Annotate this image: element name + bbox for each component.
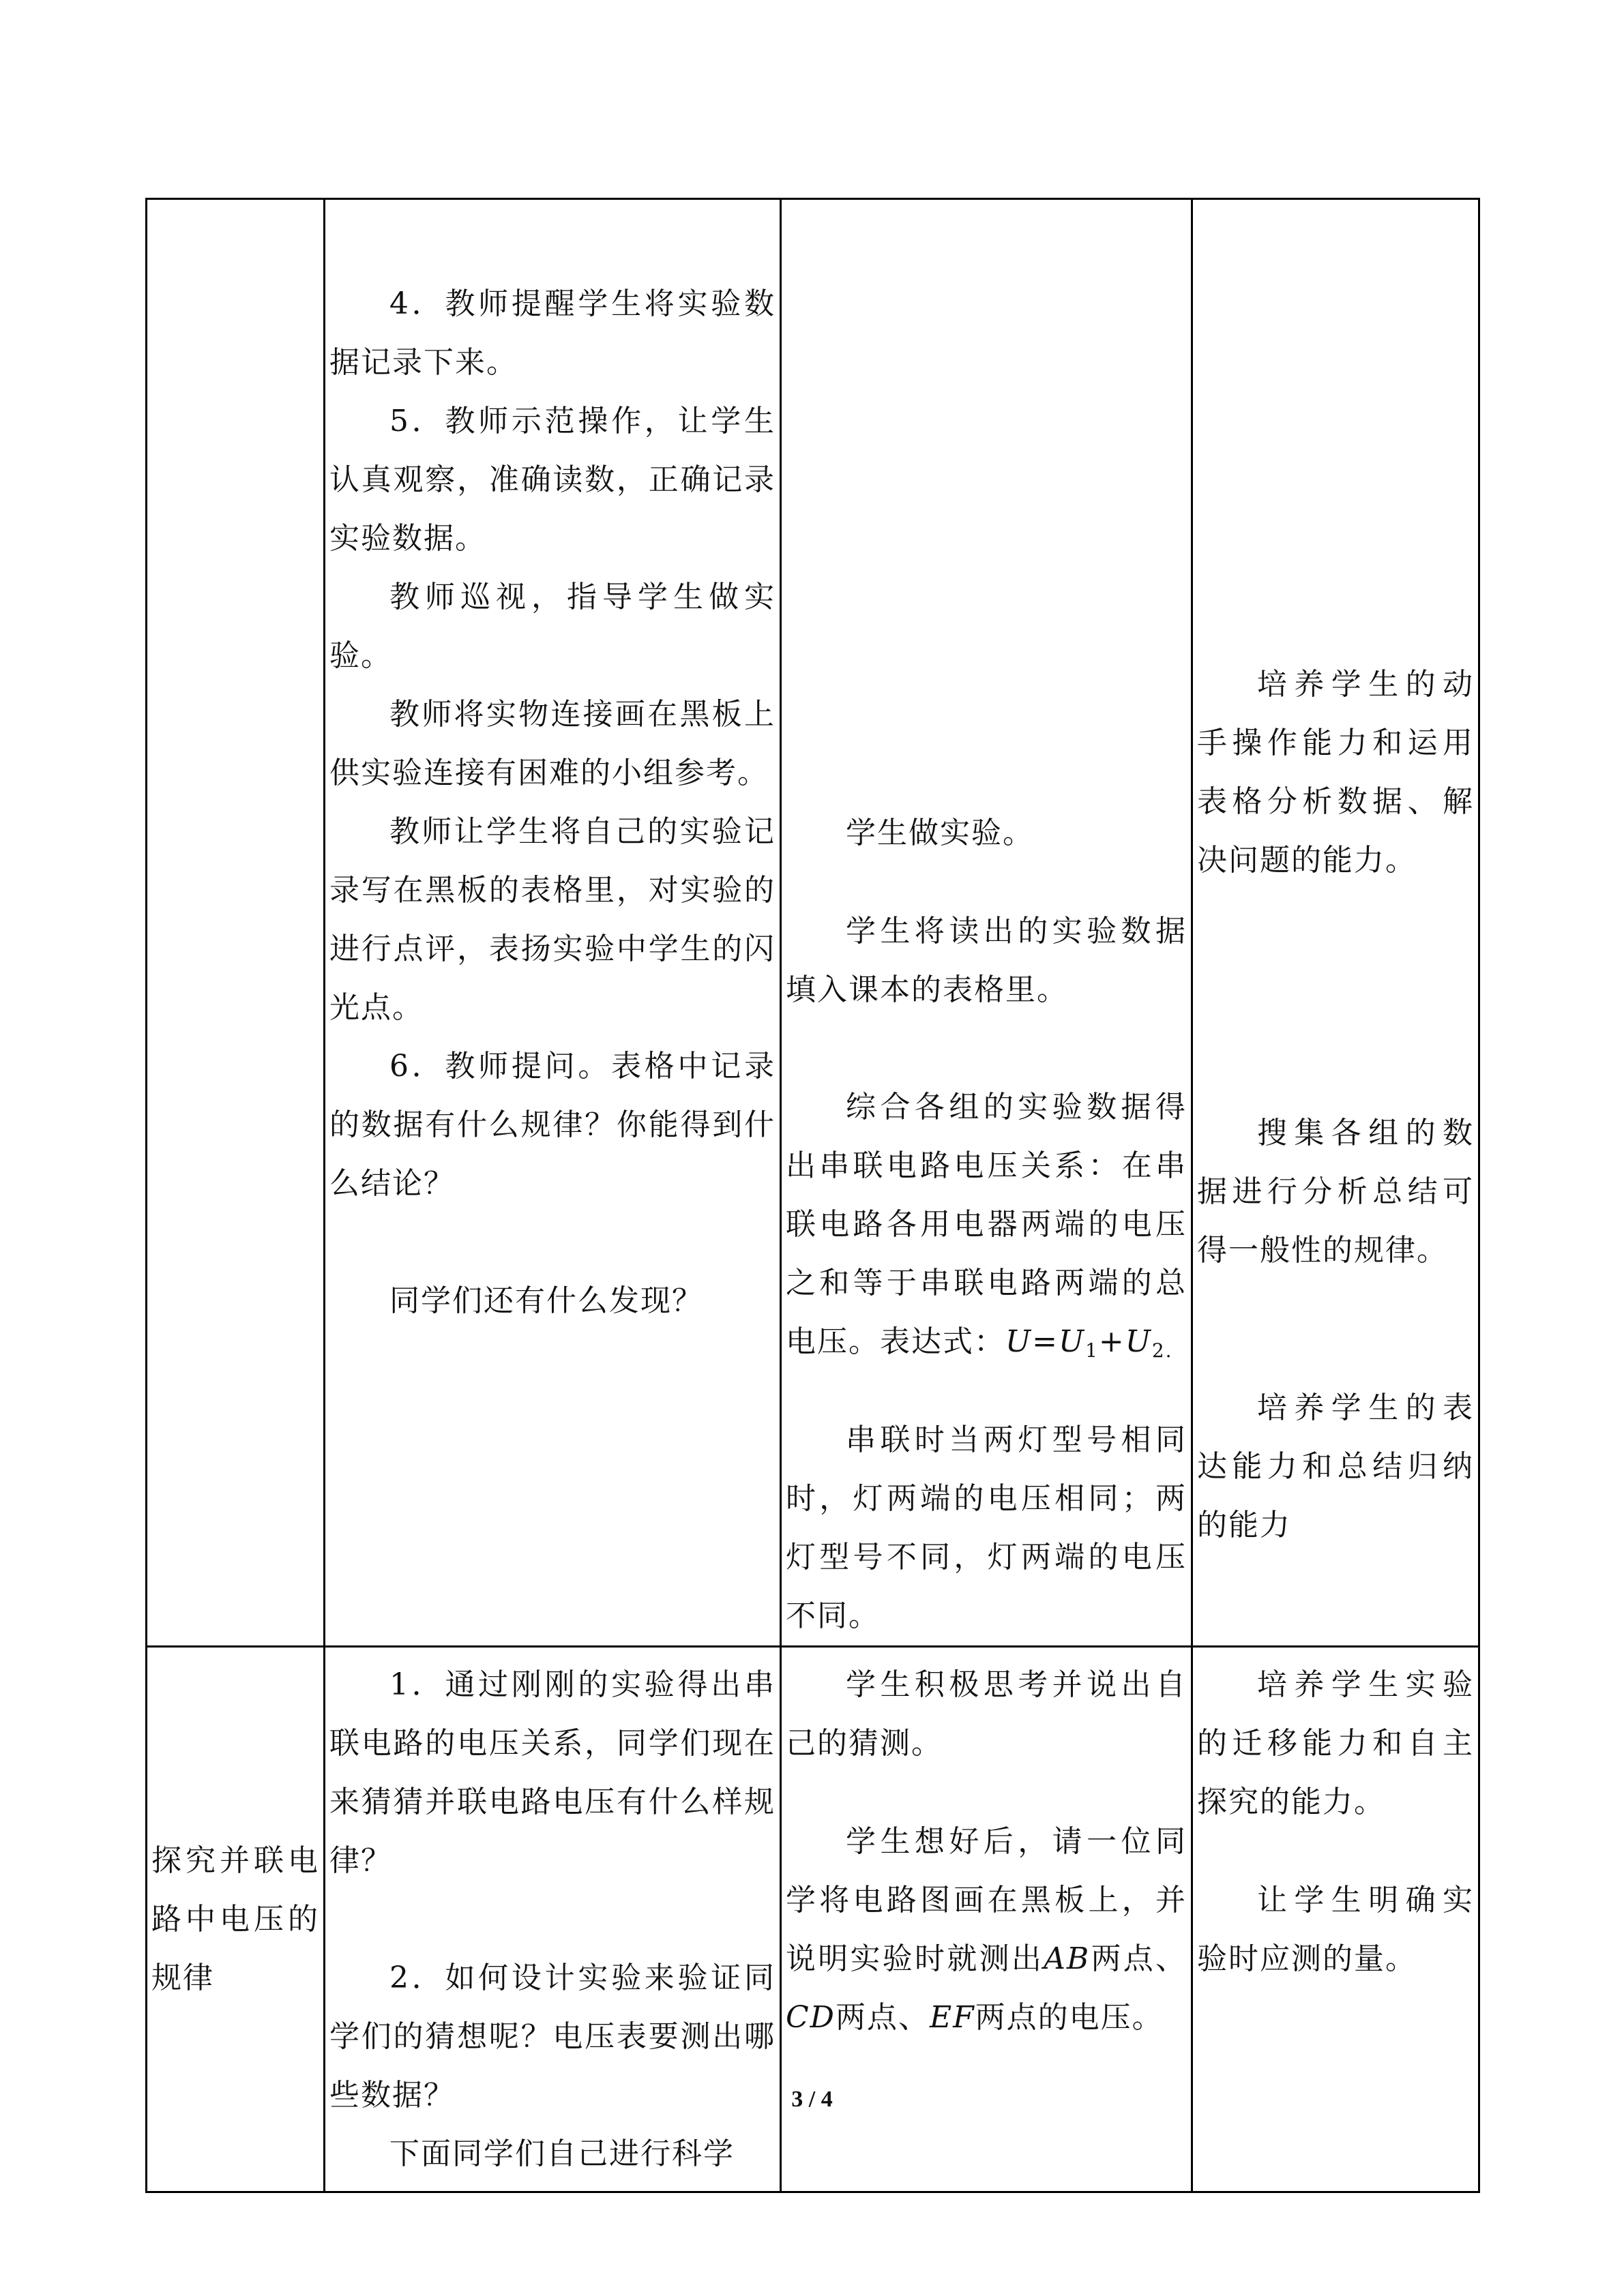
teacher-text: 4．教师提醒学生将实验数据记录下来。: [329, 286, 776, 380]
student-text: 学生想好后，请一位同学将电路图画在黑板上，并说明实验时就测出AB两点、CD两点、EF两点的电压。: [786, 1824, 1187, 2035]
intent-text: 培养学生的动手操作能力和运用表格分析数据、解决问题的能力。: [1197, 667, 1474, 878]
teacher-text: 同学们还有什么发现？: [389, 1283, 703, 1318]
intent-text: 培养学生实验的迁移能力和自主探究的能力。: [1197, 1667, 1474, 1819]
table-row: [147, 199, 1479, 1647]
student-text: 串联时当两灯型号相同时，灯两端的电压相同；两灯型号不同，灯两端的电压不同。: [786, 1422, 1187, 1633]
design-intent-cell: [1192, 199, 1479, 1647]
intent-text: 培养学生的表达能力和总结归纳的能力: [1197, 1390, 1474, 1542]
student-text: 综合各组的实验数据得出串联电路电压关系：在串联电路各用电器两端的电压之和等于串联电路两端的总电压。表达式：$U=U_1+U_{2.}$: [786, 1090, 1187, 1362]
teacher-text: 下面同学们自己进行科学: [389, 2136, 735, 2171]
student-text: 学生积极思考并说出自己的猜测。: [786, 1667, 1187, 1761]
teacher-text: 教师让学生将自己的实验记录写在黑板的表格里，对实验的进行点评，表扬实验中学生的闪光点。: [329, 814, 776, 1025]
teacher-text: 教师将实物连接画在黑板上供实验连接有困难的小组参考。: [329, 697, 776, 790]
intent-text: 搜集各组的数据进行分析总结可得一般性的规律。: [1197, 1116, 1474, 1268]
teacher-activity-cell: [325, 199, 781, 1647]
teacher-text: 5．教师示范操作，让学生认真观察，准确读数，正确记录实验数据。: [329, 404, 776, 556]
teacher-text: 1．通过刚刚的实验得出串联电路的电压关系，同学们现在来猜猜并联电路电压有什么样规律？: [329, 1667, 776, 1878]
teacher-text: 2．如何设计实验来验证同学们的猜想呢？电压表要测出哪些数据？: [329, 1960, 776, 2113]
section-title: 探究并联电路中电压的规律: [151, 1843, 319, 1995]
student-text: 学生做实验。: [846, 816, 1034, 850]
teacher-text: 教师巡视，指导学生做实验。: [329, 580, 776, 673]
section-cell: [147, 199, 325, 1647]
intent-text: 让学生明确实验时应测的量。: [1197, 1883, 1474, 1976]
page-number: 3 / 4: [791, 2087, 833, 2112]
student-text: 学生将读出的实验数据填入课本的表格里。: [786, 914, 1187, 1007]
teacher-text: 6．教师提问。表格中记录的数据有什么规律？你能得到什么结论？: [329, 1049, 776, 1201]
lesson-plan-table: [145, 198, 1480, 2193]
student-activity-cell: [781, 199, 1192, 1647]
